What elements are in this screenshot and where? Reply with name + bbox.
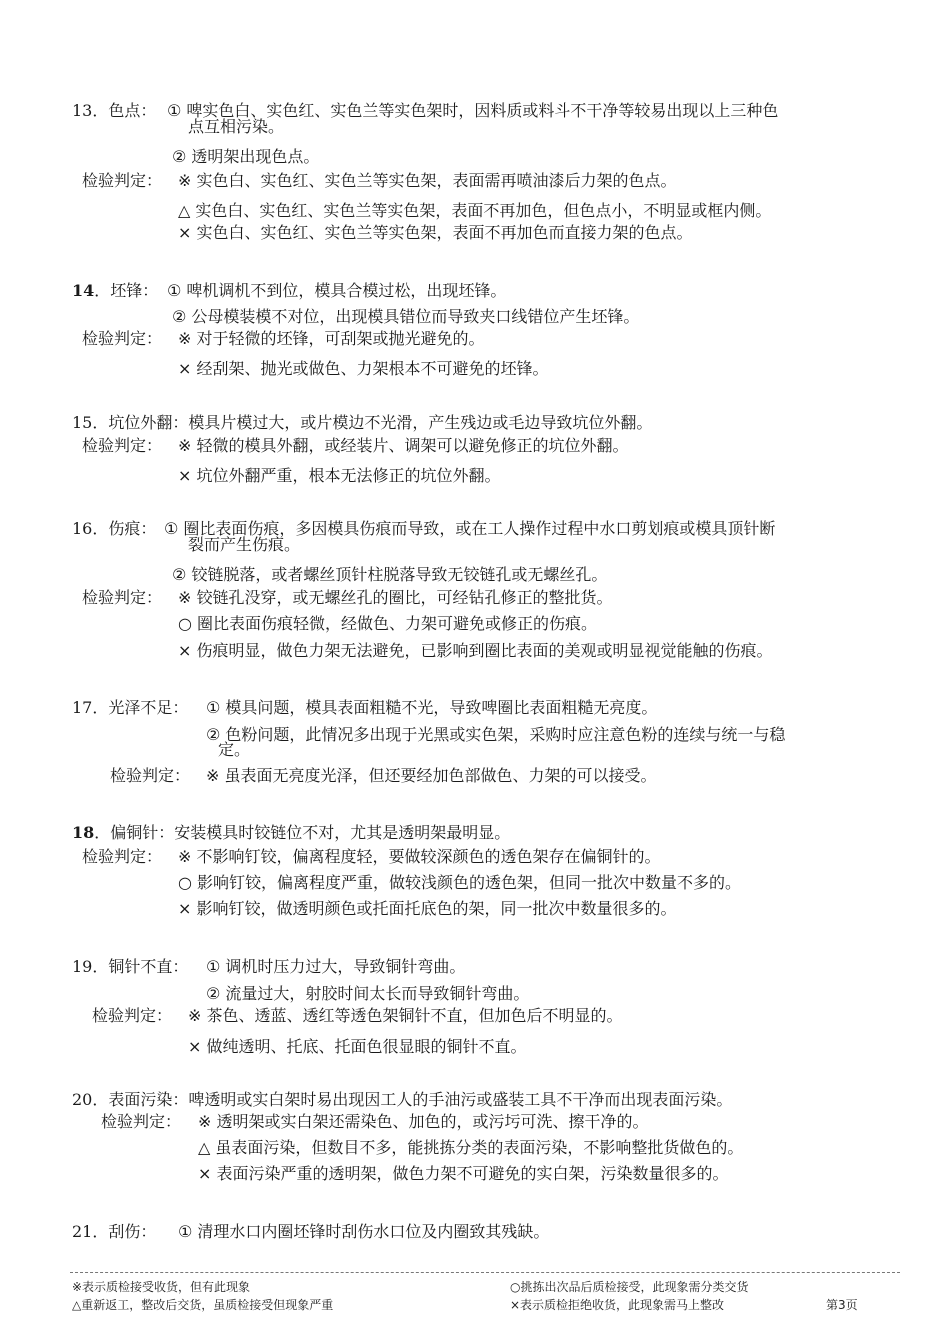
- section-19-cause-2: ② 流量过大，射胶时间太长而导致铜针弯曲。: [206, 984, 530, 1003]
- section-20-judge-2: △ 虽表面污染，但数目不多，能挑拣分类的表面污染，不影响整批货做色的。: [198, 1138, 744, 1157]
- section-16-judge-label: 检验判定：: [82, 588, 163, 607]
- section-18-title: ．偏铜针：安装模具时铰链位不对，尤其是透明架最明显。: [94, 823, 511, 842]
- section-21-heading: 21．刮伤：: [72, 1222, 157, 1241]
- section-13-cause-2: ② 透明架出现色点。: [172, 147, 320, 166]
- section-20-heading: 20．表面污染：啤透明或实白架时易出现因工人的手油污或盛装工具不干净而出现表面污染。: [72, 1090, 733, 1109]
- section-16-cause-1: ① 圈比表面伤痕，多因模具伤痕而导致，或在工人操作过程中水口剪划痕或模具顶针断: [164, 519, 776, 538]
- section-18-judge-2: ○ 影响钉铰，偏离程度严重，做较浅颜色的透色架，但同一批次中数量不多的。: [178, 873, 742, 892]
- section-18-number: 18: [72, 823, 95, 842]
- section-15-heading: 15．坑位外翻：模具片模过大，或片模边不光滑，产生残边或毛边导致坑位外翻。: [72, 413, 653, 432]
- section-17-cause-2: ② 色粉问题，此情况多出现于光黑或实色架，采购时应注意色粉的连续与统一与稳: [206, 725, 786, 744]
- section-16-judge-1: ※ 铰链孔没穿，或无螺丝孔的圈比，可经钻孔修正的整批货。: [178, 588, 613, 607]
- section-20-judge-1: ※ 透明架或实白架还需染色、加色的，或污圬可洗、擦干净的。: [198, 1112, 649, 1131]
- section-14-judge-1: ※ 对于轻微的坯锋，可刮架或抛光避免的。: [178, 329, 485, 348]
- section-14-cause-2: ② 公母模装模不对位，出现模具错位而导致夹口线错位产生坯锋。: [172, 307, 640, 326]
- footer-divider: [70, 1272, 900, 1273]
- section-19-judge-label: 检验判定：: [92, 1006, 173, 1025]
- footer-legend-accept: ※表示质检接受收货，但有此现象: [72, 1280, 251, 1294]
- section-19-cause-1: ① 调机时压力过大，导致铜针弯曲。: [206, 957, 466, 976]
- section-14-number: 14: [72, 281, 95, 300]
- section-20-judge-label: 检验判定：: [101, 1112, 182, 1131]
- section-16-cause-2: ② 铰链脱落，或者螺丝顶针柱脱落导致无铰链孔或无螺丝孔。: [172, 565, 608, 584]
- section-17-heading: 17．光泽不足：: [72, 698, 189, 717]
- section-19-judge-1: ※ 茶色、透蓝、透红等透色架铜针不直，但加色后不明显的。: [188, 1006, 623, 1025]
- section-14-judge-label: 检验判定：: [82, 329, 163, 348]
- section-18-judge-label: 检验判定：: [82, 847, 163, 866]
- section-18-judge-3: × 影响钉铰，做透明颜色或托面托底色的架，同一批次中数量很多的。: [178, 899, 677, 918]
- section-20-judge-3: × 表面污染严重的透明架，做色力架不可避免的实白架，污染数量很多的。: [198, 1164, 729, 1183]
- section-13-heading: 13．色点：: [72, 101, 157, 120]
- section-14-cause-1: ① 啤机调机不到位，模具合模过松，出现坯锋。: [167, 281, 507, 300]
- section-16-judge-2: ○ 圈比表面伤痕轻微，经做色、力架可避免或修正的伤痕。: [178, 614, 598, 633]
- section-18-judge-1: ※ 不影响钉铰，偏离程度轻，要做较深颜色的透色架存在偏铜针的。: [178, 847, 661, 866]
- section-17-judge-1: ※ 虽表面无亮度光泽，但还要经加色部做色、力架的可以接受。: [206, 766, 657, 785]
- section-13-judge-2: △ 实色白、实色红、实色兰等实色架，表面不再加色，但色点小，不明显或框内侧。: [178, 201, 772, 220]
- footer-legend-rework: △重新返工，整改后交货，虽质检接受但现象严重: [72, 1298, 334, 1312]
- section-17-cause-2-cont: 定。: [218, 740, 251, 759]
- section-18-heading: [72, 824, 510, 842]
- section-17-judge-label: 检验判定：: [110, 766, 191, 785]
- section-13-cause-1-cont: 点互相污染。: [188, 117, 285, 136]
- section-16-heading: 16．伤痕：: [72, 519, 157, 538]
- section-13-judge-label: 检验判定：: [82, 171, 163, 190]
- section-15-judge-2: × 坑位外翻严重，根本无法修正的坑位外翻。: [178, 466, 501, 485]
- section-19-heading: 19．铜针不直：: [72, 957, 189, 976]
- footer-legend-reject: ×表示质检拒绝收货，此现象需马上整改: [510, 1298, 725, 1312]
- section-15-judge-label: 检验判定：: [82, 436, 163, 455]
- section-13-judge-1: ※ 实色白、实色红、实色兰等实色架，表面需再喷油漆后力架的色点。: [178, 171, 677, 190]
- section-16-cause-1-cont: 裂而产生伤痕。: [188, 535, 301, 554]
- section-14-judge-2: × 经刮架、抛光或做色、力架根本不可避免的坯锋。: [178, 359, 549, 378]
- section-19-judge-2: × 做纯透明、托底、托面色很显眼的铜针不直。: [188, 1037, 527, 1056]
- section-14-title: ．坯锋：: [94, 281, 159, 300]
- section-13-cause-1: ① 啤实色白、实色红、实色兰等实色架时，因料质或料斗不干净等较易出现以上三种色: [167, 101, 779, 120]
- section-16-judge-3: × 伤痕明显，做色力架无法避免，已影响到圈比表面的美观或明显视觉能触的伤痕。: [178, 641, 773, 660]
- page-number: 第3页: [826, 1298, 858, 1312]
- section-17-cause-1: ① 模具问题，模具表面粗糙不光，导致啤圈比表面粗糙无亮度。: [206, 698, 658, 717]
- footer-legend-sort: ○挑拣出次品后质检接受，此现象需分类交货: [510, 1280, 749, 1294]
- section-13-judge-3: × 实色白、实色红、实色兰等实色架，表面不再加色而直接力架的色点。: [178, 223, 693, 242]
- section-21-cause-1: ① 清理水口内圈坯锋时刮伤水口位及内圈致其残缺。: [178, 1222, 550, 1241]
- section-15-judge-1: ※ 轻微的模具外翻，或经装片、调架可以避免修正的坑位外翻。: [178, 436, 629, 455]
- section-14-heading: [72, 282, 158, 300]
